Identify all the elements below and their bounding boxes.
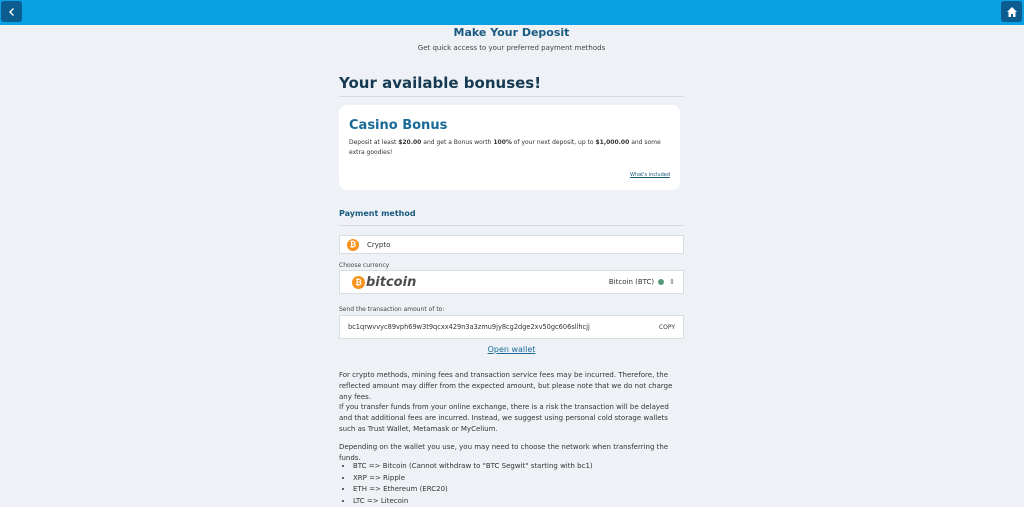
currency-label: Choose currency [339,262,390,269]
page-subtitle: Get quick access to your preferred payment methods [417,44,606,52]
home-button[interactable] [1001,1,1022,22]
list-item: • ETH => Ethereum (ERC20) [353,484,593,496]
copy-button[interactable]: COPY [658,323,675,331]
payment-method-label: Crypto [367,240,391,249]
wallet-address: bc1qrwvvyc89vph69w3t9qcxx429n3a3zmu9jy8cg2dge2xv50gc606sllhcjj [348,323,590,331]
list-item: • XRP => Ripple [353,473,593,485]
currency-value: Bitcoin (BTC) [608,278,655,286]
exchange-note: If you transfer funds from your online exchange, there is a risk the transaction will be delayed and that additional fees are incurred. Instead, we suggest using personal cold storage wallets such as Trust Wallet, Metamask or MyCelium. [339,403,669,433]
back-button[interactable] [1,1,22,22]
currency-select[interactable] [339,270,684,294]
bonuses-heading: Your available bonuses! [339,74,542,92]
divider [339,225,684,226]
bonus-title: Casino Bonus [349,118,448,133]
list-item: • LTC => Litecoin [353,496,593,507]
home-icon [1006,6,1018,18]
list-item: • BTC => Bitcoin (Cannot withdraw to "BTC Segwit" starting with bc1) [353,461,593,473]
chevron-left-icon [7,7,17,17]
payment-method-heading: Payment method [339,209,416,218]
network-note: Depending on the wallet you use, you may need to choose the network when transferring the funds. [339,443,669,462]
bonus-card[interactable] [339,105,680,190]
network-list [353,461,593,507]
bitcoin-logo-icon: ₿ [352,276,365,289]
bitcoin-icon: ₿ [347,239,359,251]
bonus-description: Deposit at least $20.00 and get a Bonus worth 100% of your next deposit, up to $1,000.00 and some extra goodies! [349,139,661,156]
address-label: Send the transaction amount of to: [339,306,445,313]
top-bar [0,0,1024,25]
check-icon [658,279,664,285]
address-field[interactable] [339,315,684,339]
bitcoin-logo: bitcoin [366,274,417,290]
divider [339,96,684,97]
fees-note: For crypto methods, mining fees and transaction service fees may be incurred. Therefore, the reflected amount may differ from the expected amount, but please note that we do not charge any fees. [339,371,673,401]
page-title: Make Your Deposit [453,26,570,39]
open-wallet-link[interactable]: Open wallet [487,345,536,354]
payment-method-select[interactable] [339,235,684,254]
sort-arrows-icon: ⇕ [669,278,675,286]
whats-included-link[interactable]: What's included [630,172,670,178]
